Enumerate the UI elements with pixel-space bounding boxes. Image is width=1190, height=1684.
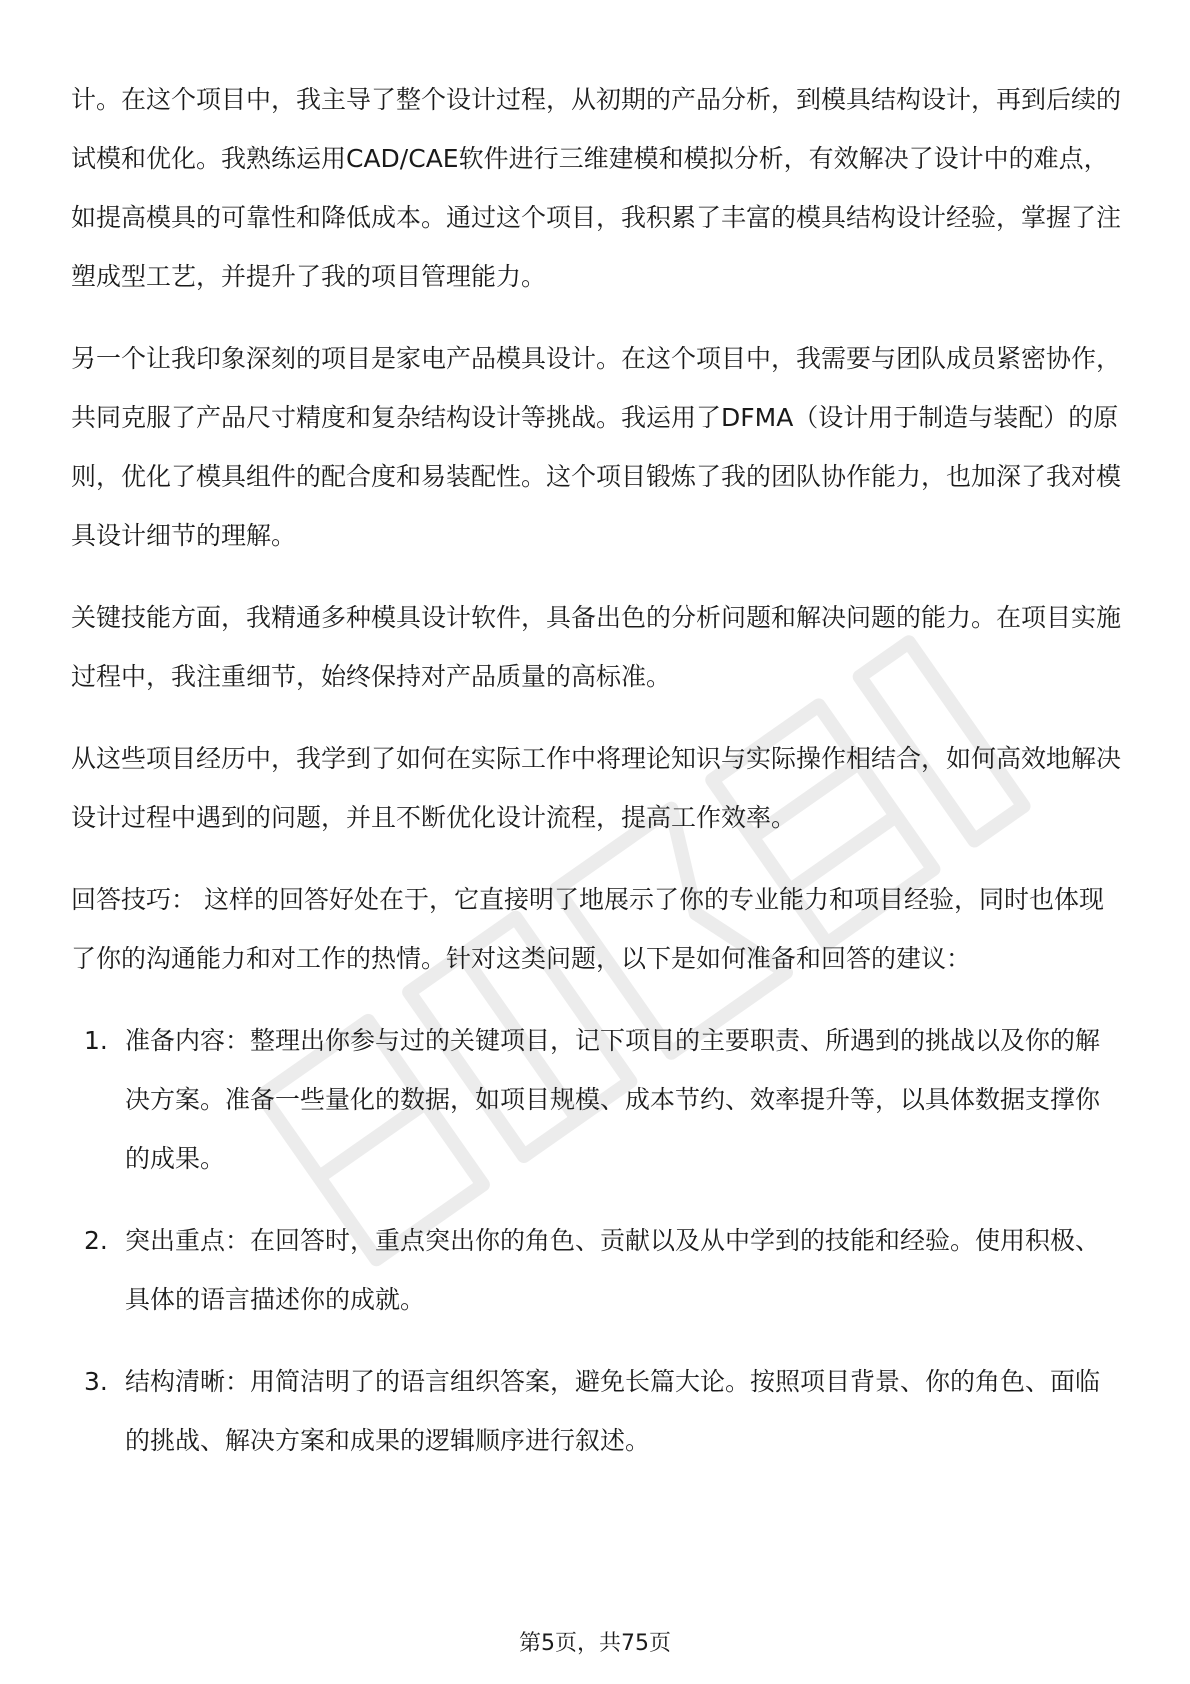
list-item	[71, 1352, 1121, 1470]
list-item-text: 准备内容：整理出你参与过的关键项目，记下项目的主要职责、所遇到的挑战以及你的解决方案。准备一些量化的数据，如项目规模、成本节约、效率提升等，以具体数据支撑你的成果。	[125, 1026, 1101, 1173]
list-item-text: 结构清晰：用简洁明了的语言组织答案，避免长篇大论。按照项目背景、你的角色、面临的挑战、解决方案和成果的逻辑顺序进行叙述。	[125, 1367, 1101, 1455]
paragraph-appliance-project: 另一个让我印象深刻的项目是家电产品模具设计。在这个项目中，我需要与团队成员紧密协作，共同克服了产品尺寸精度和复杂结构设计等挑战。我运用了DFMA（设计用于制造与装配）的原则，优化了模具组件的配合度和易装配性。这个项目锻炼了我的团队协作能力，也加深了我对模具设计细节的理解。	[71, 344, 1122, 550]
list-number: 3.	[84, 1367, 108, 1396]
page-number-footer: 第5页，共75页	[519, 1631, 671, 1656]
paragraph-project-summary: 计。在这个项目中，我主导了整个设计过程，从初期的产品分析，到模具结构设计，再到后续的试模和优化。我熟练运用CAD/CAE软件进行三维建模和模拟分析，有效解决了设计中的难点，如提高模具的可靠性和降低成本。通过这个项目，我积累了丰富的模具结构设计经验，掌握了注塑成型工艺，并提升了我的项目管理能力。	[71, 85, 1122, 291]
list-item	[71, 1211, 1121, 1329]
main-content	[71, 70, 1121, 1493]
advice-list	[71, 1011, 1121, 1470]
list-item	[71, 1011, 1121, 1188]
paragraph-lessons-learned: 从这些项目经历中，我学到了如何在实际工作中将理论知识与实际操作相结合，如何高效地解决设计过程中遇到的问题，并且不断优化设计流程，提高工作效率。	[71, 744, 1122, 832]
list-number: 2.	[84, 1226, 108, 1255]
paragraph-key-skills: 关键技能方面，我精通多种模具设计软件，具备出色的分析问题和解决问题的能力。在项目实施过程中，我注重细节，始终保持对产品质量的高标准。	[71, 603, 1122, 691]
list-item-text: 突出重点：在回答时，重点突出你的角色、贡献以及从中学到的技能和经验。使用积极、具体的语言描述你的成就。	[125, 1226, 1101, 1314]
paragraph-answer-tips: 回答技巧： 这样的回答好处在于，它直接明了地展示了你的专业能力和项目经验，同时也体现了你的沟通能力和对工作的热情。针对这类问题，以下是如何准备和回答的建议：	[71, 885, 1104, 973]
list-number: 1.	[84, 1026, 108, 1055]
